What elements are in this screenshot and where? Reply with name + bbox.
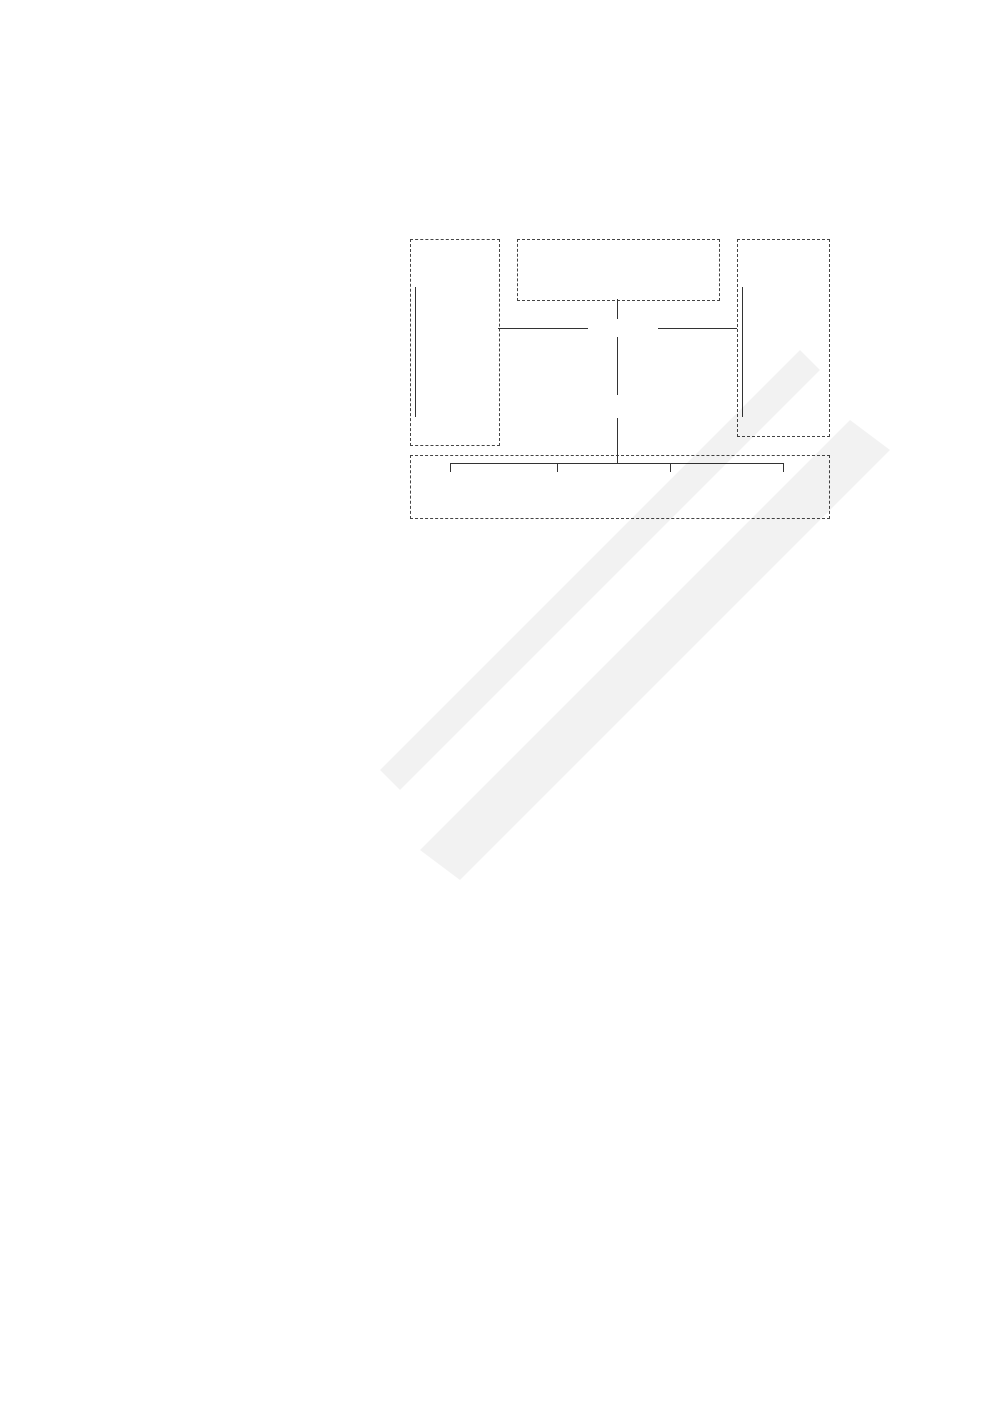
connector-line [450, 463, 783, 464]
connector-line [742, 287, 743, 417]
connector-line [450, 463, 451, 472]
connector-line [617, 299, 618, 319]
connector-line [617, 337, 618, 395]
system-structure-diagram [410, 235, 830, 521]
storage-group-frame [410, 455, 830, 519]
connector-line [670, 463, 671, 472]
connector-line [617, 418, 618, 463]
output-group-frame [737, 239, 830, 437]
input-group-frame [410, 239, 500, 446]
connector-line [415, 287, 416, 417]
connector-line [557, 463, 558, 472]
connector-line [783, 463, 784, 472]
connector-line [498, 328, 588, 329]
question-2-7-heading [177, 1237, 849, 1263]
connector-line [658, 328, 737, 329]
interaction-group-frame [517, 239, 720, 301]
